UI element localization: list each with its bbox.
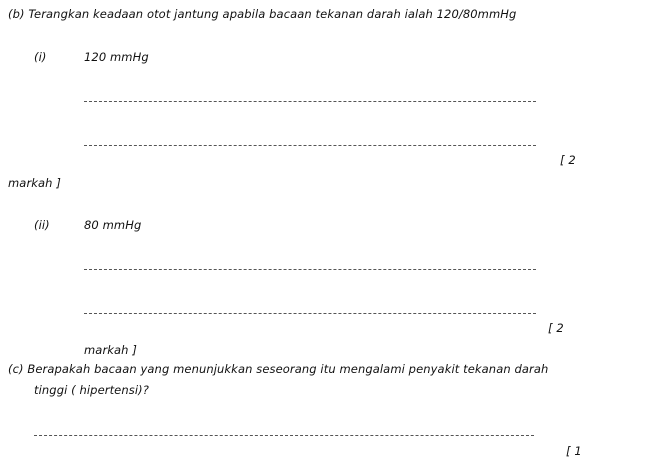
- question-b-stem: (b) Terangkan keadaan otot jantung apabila bacaan tekanan darah ialah 120/80mmHg: [8, 7, 517, 21]
- part-i-text: 120 mmHg: [84, 50, 149, 64]
- part-ii-answer-line-1[interactable]: [84, 269, 536, 270]
- question-c-line-1: (c) Berapakah bacaan yang menunjukkan seseorang itu mengalami penyakit tekanan darah: [8, 362, 549, 376]
- part-i-answer-line-2[interactable]: [84, 145, 536, 146]
- question-c-marks-open: [ 1: [566, 444, 582, 458]
- part-i-answer-line-1[interactable]: [84, 101, 536, 102]
- part-i-label: (i): [34, 50, 47, 64]
- part-ii-answer-line-2[interactable]: [84, 313, 536, 314]
- part-ii-marks-open: [ 2: [548, 321, 564, 335]
- question-c-answer-line[interactable]: [34, 435, 534, 436]
- part-i-marks-open: [ 2: [560, 153, 576, 167]
- question-c-line-2: tinggi ( hipertensi)?: [34, 383, 149, 397]
- part-ii-text: 80 mmHg: [84, 218, 142, 232]
- part-i-marks-close: markah ]: [8, 176, 61, 190]
- part-ii-marks-close: markah ]: [84, 343, 137, 357]
- part-ii-label: (ii): [34, 218, 50, 232]
